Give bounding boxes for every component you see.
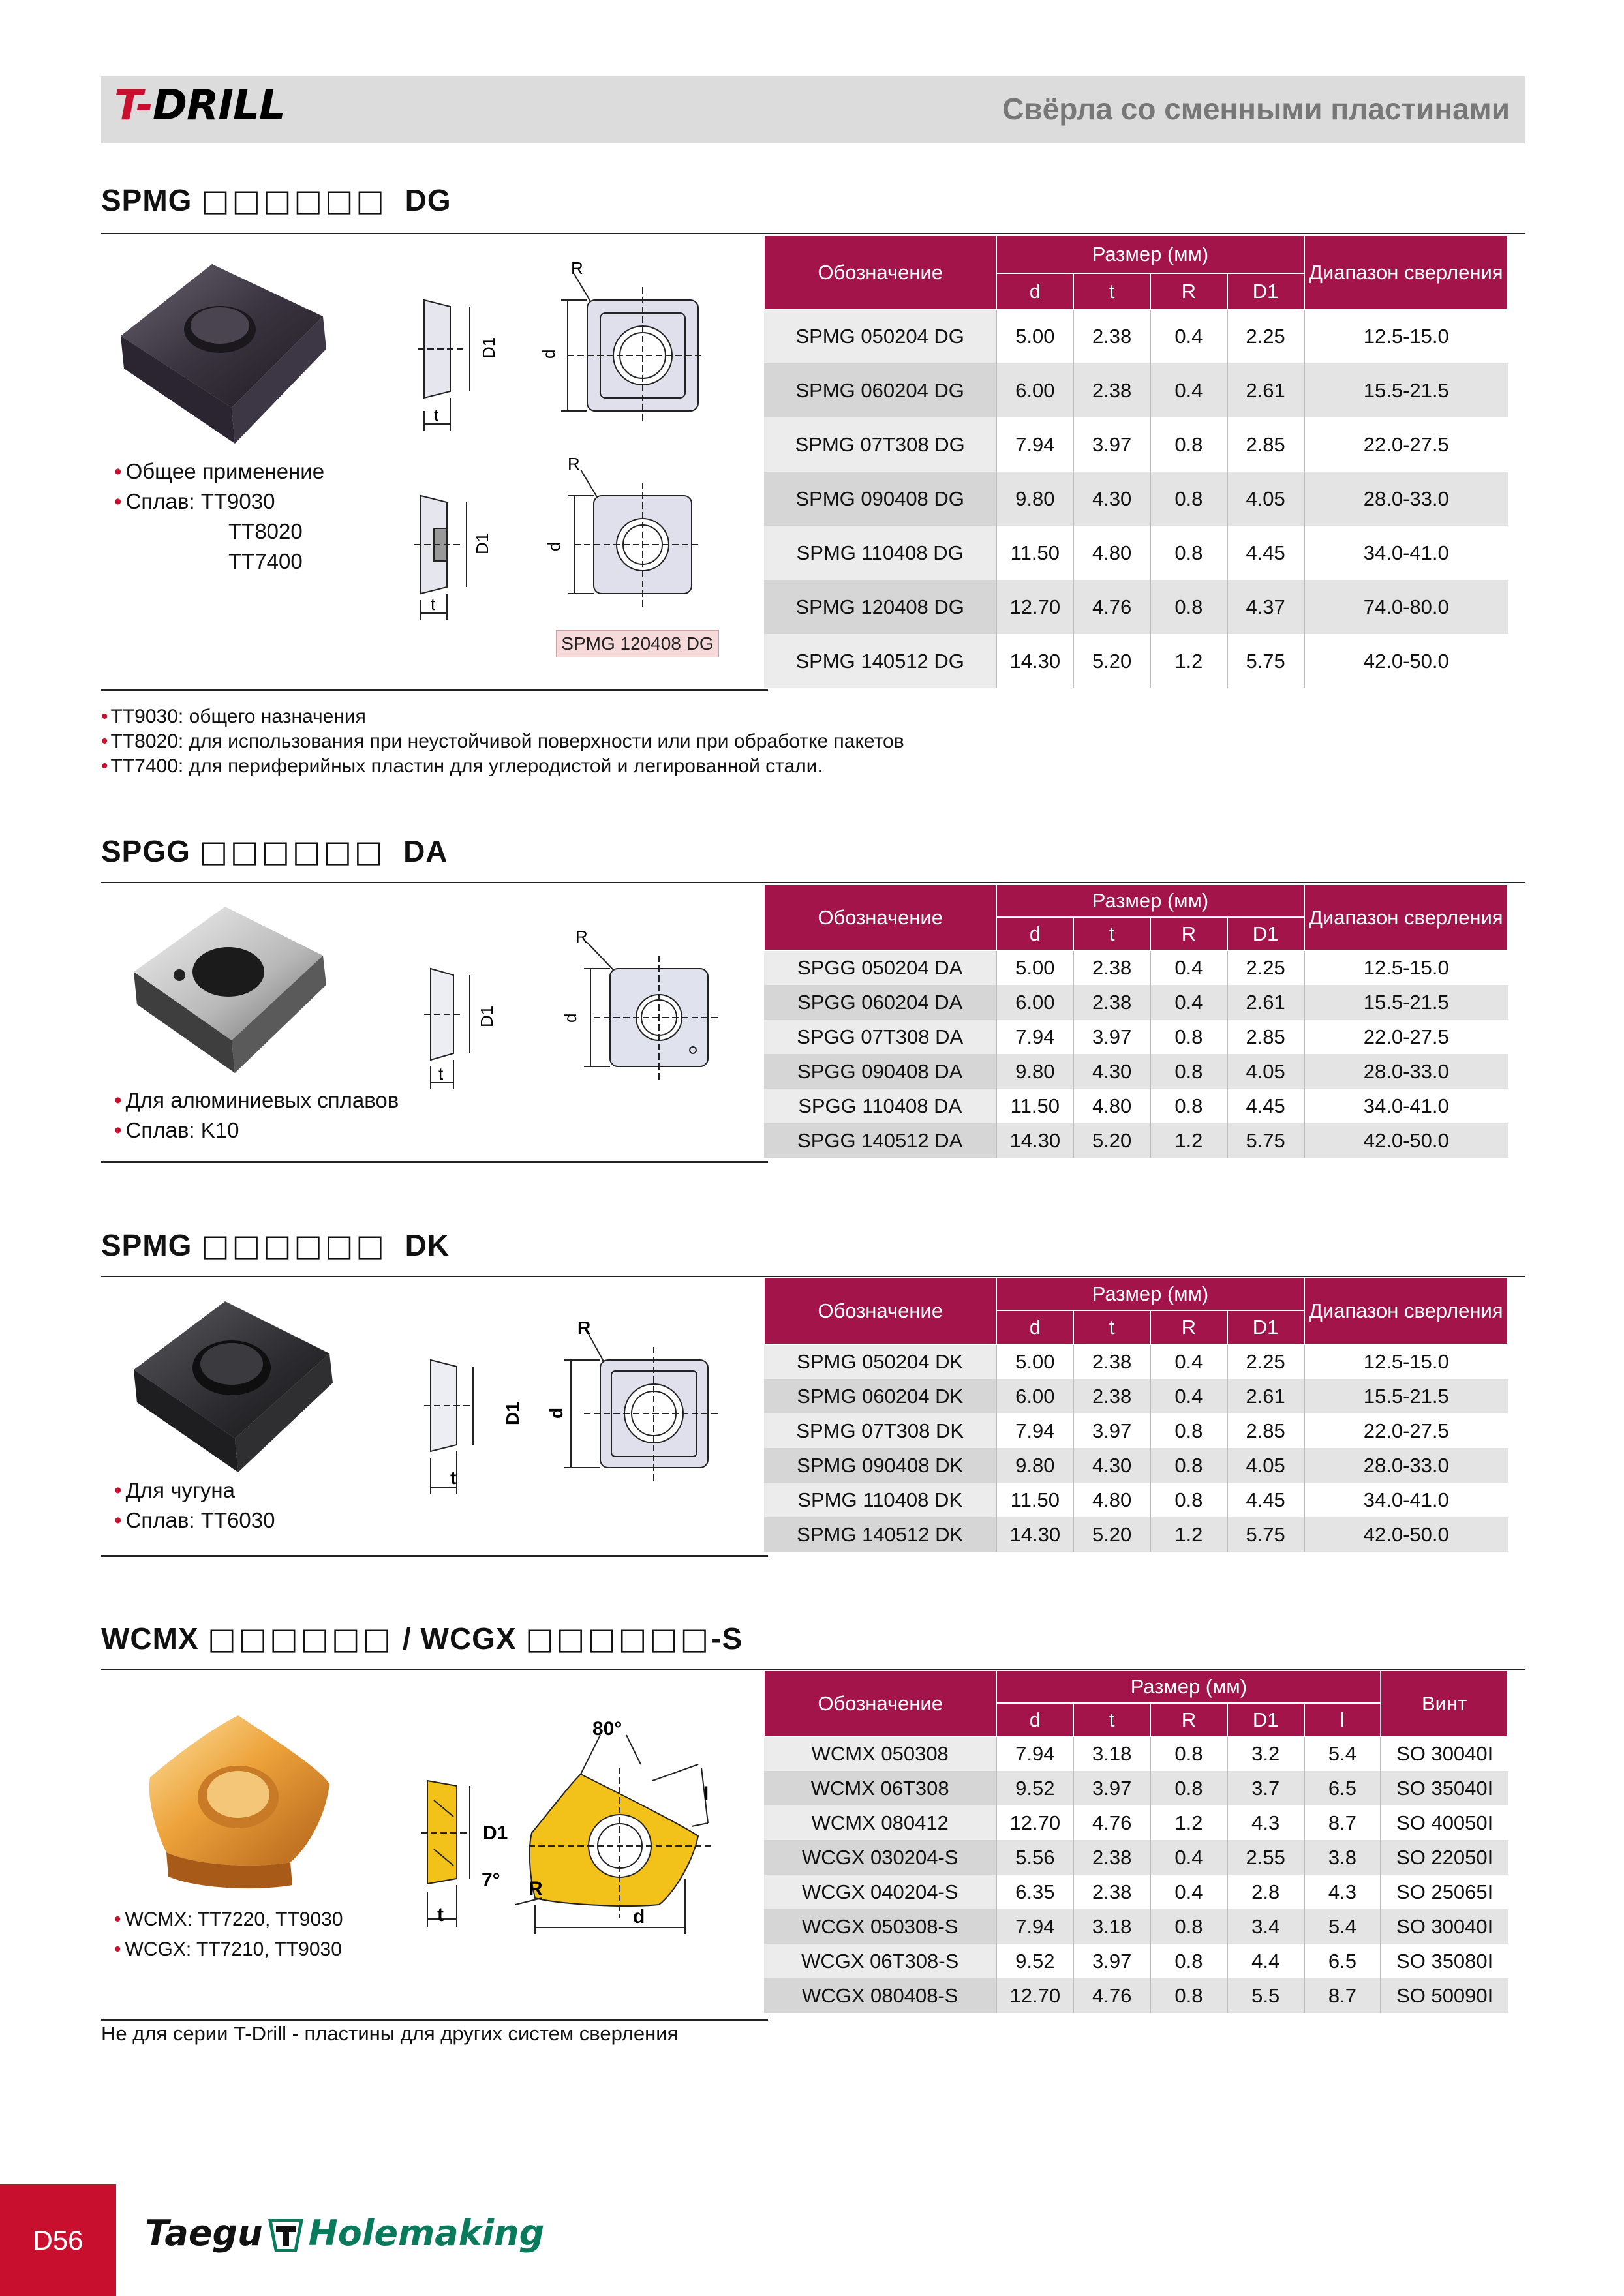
col-header-r: R (1150, 917, 1227, 950)
table-cell: 74.0-80.0 (1304, 580, 1508, 634)
svg-text:t: t (434, 405, 439, 425)
svg-text:t: t (438, 1064, 444, 1083)
section-rule (101, 233, 1525, 234)
table-cell: 3.18 (1073, 1909, 1150, 1944)
t-drill-logo: T-DRILL (114, 82, 285, 130)
col-header-t: t (1073, 1310, 1150, 1344)
table-cell: WCGX 050308-S (764, 1909, 996, 1944)
table-cell: 5.75 (1227, 1123, 1304, 1158)
col-header-d: d (996, 273, 1073, 309)
col-header-d: d (996, 917, 1073, 950)
table-cell: SPMG 050204 DG (764, 309, 996, 363)
table-cell: 0.8 (1150, 1771, 1227, 1805)
table-cell: SO 35080I (1381, 1944, 1508, 1978)
svg-text:D1: D1 (472, 532, 492, 554)
table-cell: 2.38 (1073, 950, 1150, 985)
table-cell: 3.97 (1073, 1944, 1150, 1978)
svg-text:d: d (546, 1407, 566, 1419)
table-row (764, 1020, 1508, 1054)
table-cell: 4.80 (1073, 1483, 1150, 1517)
table-cell: 7.94 (996, 1020, 1073, 1054)
table-cell: 4.05 (1227, 1448, 1304, 1483)
table-cell: WCGX 040204-S (764, 1875, 996, 1909)
table-cell: WCGX 080408-S (764, 1978, 996, 2013)
table-cell: 22.0-27.5 (1304, 1413, 1508, 1448)
spgg-da-table (763, 884, 1509, 1158)
table-row (764, 1379, 1508, 1413)
table-cell: SPGG 140512 DA (764, 1123, 996, 1158)
table-cell: SO 30040I (1381, 1736, 1508, 1771)
table-cell: 4.30 (1073, 1448, 1150, 1483)
table-cell: 0.8 (1150, 1413, 1227, 1448)
table-cell: 28.0-33.0 (1304, 1054, 1508, 1089)
table-cell: 5.00 (996, 309, 1073, 363)
table-cell: WCMX 06T308 (764, 1771, 996, 1805)
spmg-dg-bullets (114, 457, 324, 577)
table-cell: 7.94 (996, 1736, 1073, 1771)
table-cell: 0.8 (1150, 526, 1227, 580)
table-cell: 11.50 (996, 1089, 1073, 1123)
col-header-size: Размер (мм) (996, 884, 1304, 917)
table-cell: 4.05 (1227, 472, 1304, 526)
table-cell: 1.2 (1150, 1805, 1227, 1840)
col-header-size: Размер (мм) (996, 1278, 1304, 1310)
table-cell: 0.4 (1150, 1344, 1227, 1379)
section-title-spmg-dg: SPMG □□□□□□ DG (101, 183, 452, 218)
page-title: Свёрла со сменными пластинами (1002, 92, 1510, 126)
table-cell: 2.61 (1227, 363, 1304, 417)
svg-text:R: R (575, 927, 588, 946)
col-header-screw: Винт (1381, 1670, 1508, 1736)
table-row (764, 1413, 1508, 1448)
table-cell: SPMG 090408 DK (764, 1448, 996, 1483)
section-rule (101, 1161, 768, 1163)
bullet-item: TT7400 (228, 549, 303, 573)
table-cell: 3.7 (1227, 1771, 1304, 1805)
table-cell: 15.5-21.5 (1304, 985, 1508, 1020)
table-cell: SPMG 050204 DK (764, 1344, 996, 1379)
table-cell: 9.52 (996, 1944, 1073, 1978)
table-cell: 0.4 (1150, 1379, 1227, 1413)
table-cell: 34.0-41.0 (1304, 1483, 1508, 1517)
footnote: Не для серии T-Drill - пластины для других систем сверления (101, 2022, 679, 2045)
table-cell: 12.5-15.0 (1304, 950, 1508, 985)
table-cell: 4.80 (1073, 1089, 1150, 1123)
table-cell: 5.20 (1073, 634, 1150, 688)
table-cell: SPGG 060204 DA (764, 985, 996, 1020)
table-cell: 4.4 (1227, 1944, 1304, 1978)
table-cell: 3.4 (1227, 1909, 1304, 1944)
bullet-item: • Для алюминиевых сплавов (114, 1088, 399, 1112)
col-header-d: d (996, 1703, 1073, 1736)
note-item: • TT7400: для периферийных пластин для углеродистой и легированной стали. (101, 755, 823, 777)
table-cell: 5.56 (996, 1840, 1073, 1875)
spgg-da-bullets (114, 1085, 399, 1145)
section-rule (101, 2019, 768, 2021)
table-row (764, 1771, 1508, 1805)
table-cell: 22.0-27.5 (1304, 1020, 1508, 1054)
table-cell: WCGX 06T308-S (764, 1944, 996, 1978)
angle-label: 80° (592, 1718, 622, 1740)
section-rule (101, 1555, 768, 1557)
col-header-designation: Обозначение (764, 1670, 996, 1736)
table-row (764, 1875, 1508, 1909)
spmg-dg-table (763, 235, 1509, 688)
table-cell: 28.0-33.0 (1304, 472, 1508, 526)
table-cell: SPGG 090408 DA (764, 1054, 996, 1089)
table-cell: SO 50090I (1381, 1978, 1508, 2013)
table-cell: 5.20 (1073, 1517, 1150, 1552)
table-cell: SO 35040I (1381, 1771, 1508, 1805)
table-cell: 12.70 (996, 1805, 1073, 1840)
table-cell: 7.94 (996, 1413, 1073, 1448)
table-row (764, 1123, 1508, 1158)
table-cell: 2.38 (1073, 1379, 1150, 1413)
table-cell: 14.30 (996, 1517, 1073, 1552)
wcmx-drawing (411, 1709, 718, 1944)
table-cell: SO 22050I (1381, 1840, 1508, 1875)
table-cell: 9.80 (996, 472, 1073, 526)
table-cell: 0.4 (1150, 363, 1227, 417)
table-cell: SO 40050I (1381, 1805, 1508, 1840)
col-header-range: Диапазон сверления (1304, 884, 1508, 950)
table-cell: SPGG 110408 DA (764, 1089, 996, 1123)
table-cell: 2.25 (1227, 950, 1304, 985)
col-header-d1: D1 (1227, 1703, 1304, 1736)
bullet-item: • Для чугуна (114, 1478, 236, 1502)
spmg-dg-drawing-2 (405, 457, 711, 626)
table-cell: 5.20 (1073, 1123, 1150, 1158)
wcmx-table (763, 1670, 1509, 2013)
table-cell: WCGX 030204-S (764, 1840, 996, 1875)
table-cell: 4.76 (1073, 1978, 1150, 2013)
table-row (764, 1483, 1508, 1517)
table-cell: 3.97 (1073, 1413, 1150, 1448)
r-label: R (529, 1878, 543, 1899)
table-row (764, 1448, 1508, 1483)
table-cell: 0.8 (1150, 1736, 1227, 1771)
table-cell: SPMG 090408 DG (764, 472, 996, 526)
table-cell: 0.4 (1150, 309, 1227, 363)
table-cell: 2.61 (1227, 1379, 1304, 1413)
table-cell: 4.76 (1073, 1805, 1150, 1840)
table-cell: 4.45 (1227, 1089, 1304, 1123)
spmg-dk-table (763, 1277, 1509, 1552)
table-cell: 2.38 (1073, 363, 1150, 417)
table-cell: 4.80 (1073, 526, 1150, 580)
wcmx-insert-photo (137, 1706, 339, 1895)
table-cell: SPMG 140512 DG (764, 634, 996, 688)
table-cell: 3.8 (1304, 1840, 1381, 1875)
table-cell: 11.50 (996, 526, 1073, 580)
table-cell: 2.55 (1227, 1840, 1304, 1875)
bullet-item: • Сплав: TT9030 (114, 489, 275, 513)
table-cell: 14.30 (996, 634, 1073, 688)
table-cell: 2.85 (1227, 1413, 1304, 1448)
col-header-range: Диапазон сверления (1304, 1278, 1508, 1344)
table-cell: 0.8 (1150, 1020, 1227, 1054)
table-cell: 1.2 (1150, 634, 1227, 688)
table-cell: 0.4 (1150, 985, 1227, 1020)
table-cell: 42.0-50.0 (1304, 1123, 1508, 1158)
table-cell: 6.5 (1304, 1944, 1381, 1978)
svg-text:D1: D1 (479, 337, 498, 359)
col-header-t: t (1073, 273, 1150, 309)
table-row (764, 985, 1508, 1020)
table-cell: 9.80 (996, 1448, 1073, 1483)
table-cell: SO 30040I (1381, 1909, 1508, 1944)
table-cell: 6.00 (996, 363, 1073, 417)
bullet-item: • WCMX: TT7220, TT9030 (114, 1909, 343, 1930)
table-row (764, 950, 1508, 985)
table-cell: 2.85 (1227, 417, 1304, 472)
svg-text:D1: D1 (477, 1005, 497, 1027)
table-cell: 2.8 (1227, 1875, 1304, 1909)
table-cell: 0.8 (1150, 1944, 1227, 1978)
table-cell: 0.4 (1150, 950, 1227, 985)
table-cell: SPMG 110408 DK (764, 1483, 996, 1517)
table-cell: 3.97 (1073, 1771, 1150, 1805)
section-title-spgg-da: SPGG □□□□□□ DA (101, 834, 448, 869)
table-cell: 0.4 (1150, 1875, 1227, 1909)
table-row (764, 1344, 1508, 1379)
table-cell: 5.4 (1304, 1909, 1381, 1944)
table-row (764, 309, 1508, 363)
bullet-item: • Сплав: K10 (114, 1118, 239, 1142)
t-shield-icon (266, 2215, 306, 2256)
spgg-da-insert-photo (127, 900, 336, 1076)
spmg-dg-drawing (405, 261, 711, 437)
table-cell: 0.8 (1150, 1909, 1227, 1944)
spmg-dk-bullets (114, 1475, 275, 1535)
col-header-d: d (996, 1310, 1073, 1344)
col-header-r: R (1150, 1310, 1227, 1344)
table-cell: 0.8 (1150, 472, 1227, 526)
table-row (764, 1978, 1508, 2013)
table-row (764, 1089, 1508, 1123)
table-cell: 1.2 (1150, 1123, 1227, 1158)
d-label: d (633, 1906, 645, 1927)
table-cell: 4.30 (1073, 472, 1150, 526)
bullet-item: • WCGX: TT7210, TT9030 (114, 1939, 342, 1960)
table-cell: WCMX 080412 (764, 1805, 996, 1840)
bullet-item: • Сплав: TT6030 (114, 1508, 275, 1532)
table-cell: 4.3 (1304, 1875, 1381, 1909)
table-cell: 5.75 (1227, 1517, 1304, 1552)
table-cell: SPMG 060204 DG (764, 363, 996, 417)
table-cell: 2.38 (1073, 1344, 1150, 1379)
table-cell: 8.7 (1304, 1805, 1381, 1840)
table-cell: 0.4 (1150, 1840, 1227, 1875)
section-title-spmg-dk: SPMG □□□□□□ DK (101, 1228, 450, 1263)
table-cell: SPGG 07T308 DA (764, 1020, 996, 1054)
table-cell: 34.0-41.0 (1304, 1089, 1508, 1123)
t-label: t (437, 1904, 444, 1926)
table-cell: 9.80 (996, 1054, 1073, 1089)
table-row (764, 580, 1508, 634)
svg-text:t: t (431, 594, 436, 614)
table-cell: 0.8 (1150, 1483, 1227, 1517)
svg-text:R: R (577, 1318, 591, 1338)
table-row (764, 1054, 1508, 1089)
table-cell: 2.25 (1227, 1344, 1304, 1379)
table-cell: 6.00 (996, 985, 1073, 1020)
col-header-designation: Обозначение (764, 884, 996, 950)
spmg-dk-insert-photo (127, 1295, 343, 1477)
table-cell: 3.97 (1073, 1020, 1150, 1054)
col-header-size: Размер (мм) (996, 235, 1304, 273)
page-number: D56 (0, 2184, 116, 2296)
table-cell: SPMG 07T308 DG (764, 417, 996, 472)
table-cell: 5.75 (1227, 634, 1304, 688)
table-row (764, 417, 1508, 472)
table-row (764, 1805, 1508, 1840)
table-row (764, 1736, 1508, 1771)
bullet-item: • Общее применение (114, 459, 325, 483)
table-cell: 8.7 (1304, 1978, 1381, 2013)
table-cell: 6.00 (996, 1379, 1073, 1413)
table-cell: 2.38 (1073, 1840, 1150, 1875)
table-cell: 4.30 (1073, 1054, 1150, 1089)
col-header-l: l (1304, 1703, 1381, 1736)
table-cell: 12.5-15.0 (1304, 1344, 1508, 1379)
col-header-r: R (1150, 273, 1227, 309)
svg-text:d: d (544, 541, 564, 551)
table-cell: 34.0-41.0 (1304, 526, 1508, 580)
table-cell: 2.38 (1073, 1875, 1150, 1909)
table-cell: SPMG 140512 DK (764, 1517, 996, 1552)
table-cell: 15.5-21.5 (1304, 363, 1508, 417)
table-cell: 0.8 (1150, 1089, 1227, 1123)
table-cell: 0.8 (1150, 1448, 1227, 1483)
alloy-notes (101, 704, 904, 779)
table-cell: 4.76 (1073, 580, 1150, 634)
table-cell: 4.3 (1227, 1805, 1304, 1840)
table-cell: 14.30 (996, 1123, 1073, 1158)
table-row (764, 472, 1508, 526)
table-cell: 2.38 (1073, 309, 1150, 363)
svg-text:R: R (571, 261, 583, 278)
table-cell: SPMG 120408 DG (764, 580, 996, 634)
table-cell: 0.8 (1150, 417, 1227, 472)
table-cell: 3.2 (1227, 1736, 1304, 1771)
taegu-holemaking-logo: Taegu Holemaking (145, 2213, 544, 2256)
wcmx-bullets (114, 1905, 343, 1965)
table-cell: 7.94 (996, 1909, 1073, 1944)
table-cell: 28.0-33.0 (1304, 1448, 1508, 1483)
col-header-size: Размер (мм) (996, 1670, 1381, 1703)
section-rule (101, 689, 768, 691)
table-cell: 12.5-15.0 (1304, 309, 1508, 363)
note-item: • TT8020: для использования при неустойчивой поверхности или при обработке пакетов (101, 731, 904, 752)
spmg-dk-drawing (418, 1318, 731, 1500)
table-cell: 22.0-27.5 (1304, 417, 1508, 472)
spmg-dg-insert-photo (114, 258, 336, 447)
table-cell: 6.35 (996, 1875, 1073, 1909)
table-row (764, 1944, 1508, 1978)
note-item: • TT9030: общего назначения (101, 706, 366, 727)
svg-text:d: d (560, 1013, 580, 1023)
table-cell: 6.5 (1304, 1771, 1381, 1805)
table-cell: 11.50 (996, 1483, 1073, 1517)
table-cell: 5.00 (996, 950, 1073, 985)
col-header-t: t (1073, 1703, 1150, 1736)
svg-text:D1: D1 (502, 1402, 523, 1425)
col-header-designation: Обозначение (764, 1278, 996, 1344)
table-cell: 4.37 (1227, 580, 1304, 634)
table-cell: 1.2 (1150, 1517, 1227, 1552)
table-cell: WCMX 050308 (764, 1736, 996, 1771)
table-row (764, 1909, 1508, 1944)
l-label: l (703, 1783, 709, 1805)
svg-text:R: R (568, 457, 580, 474)
table-cell: 9.52 (996, 1771, 1073, 1805)
table-cell: 3.18 (1073, 1736, 1150, 1771)
table-cell: 4.45 (1227, 526, 1304, 580)
table-cell: 3.97 (1073, 417, 1150, 472)
table-cell: 2.25 (1227, 309, 1304, 363)
table-cell: SPMG 07T308 DK (764, 1413, 996, 1448)
table-cell: 4.05 (1227, 1054, 1304, 1089)
col-header-d1: D1 (1227, 917, 1304, 950)
table-cell: 12.70 (996, 580, 1073, 634)
bullet-item: TT8020 (228, 519, 303, 543)
col-header-range: Диапазон сверления (1304, 235, 1508, 309)
table-row (764, 1517, 1508, 1552)
table-cell: 5.00 (996, 1344, 1073, 1379)
table-cell: SPMG 110408 DG (764, 526, 996, 580)
col-header-t: t (1073, 917, 1150, 950)
table-cell: 0.8 (1150, 1978, 1227, 2013)
table-row (764, 1840, 1508, 1875)
svg-text:d: d (539, 349, 559, 359)
table-cell: SO 25065I (1381, 1875, 1508, 1909)
svg-text:t: t (450, 1468, 457, 1488)
col-header-r: R (1150, 1703, 1227, 1736)
table-cell: 0.8 (1150, 1054, 1227, 1089)
table-cell: 2.61 (1227, 985, 1304, 1020)
table-cell: SPGG 050204 DA (764, 950, 996, 985)
table-cell: 2.85 (1227, 1020, 1304, 1054)
table-cell: 0.8 (1150, 580, 1227, 634)
table-cell: 7.94 (996, 417, 1073, 472)
table-cell: SPMG 060204 DK (764, 1379, 996, 1413)
table-cell: 2.38 (1073, 985, 1150, 1020)
table-cell: 4.45 (1227, 1483, 1304, 1517)
d1-label: D1 (483, 1822, 508, 1844)
table-row (764, 363, 1508, 417)
drawing-tag: SPMG 120408 DG (556, 630, 719, 657)
table-cell: 5.4 (1304, 1736, 1381, 1771)
table-cell: 15.5-21.5 (1304, 1379, 1508, 1413)
section-title-wcmx-wcgx: WCMX □□□□□□ / WCGX □□□□□□-S (101, 1621, 743, 1656)
table-cell: 42.0-50.0 (1304, 1517, 1508, 1552)
col-header-d1: D1 (1227, 1310, 1304, 1344)
section-rule (101, 882, 1525, 883)
spgg-da-drawing (411, 926, 724, 1102)
col-header-d1: D1 (1227, 273, 1304, 309)
col-header-designation: Обозначение (764, 235, 996, 309)
table-cell: 42.0-50.0 (1304, 634, 1508, 688)
table-row (764, 634, 1508, 688)
table-cell: 12.70 (996, 1978, 1073, 2013)
table-row (764, 526, 1508, 580)
table-cell: 5.5 (1227, 1978, 1304, 2013)
seven-degree-label: 7° (482, 1869, 500, 1891)
